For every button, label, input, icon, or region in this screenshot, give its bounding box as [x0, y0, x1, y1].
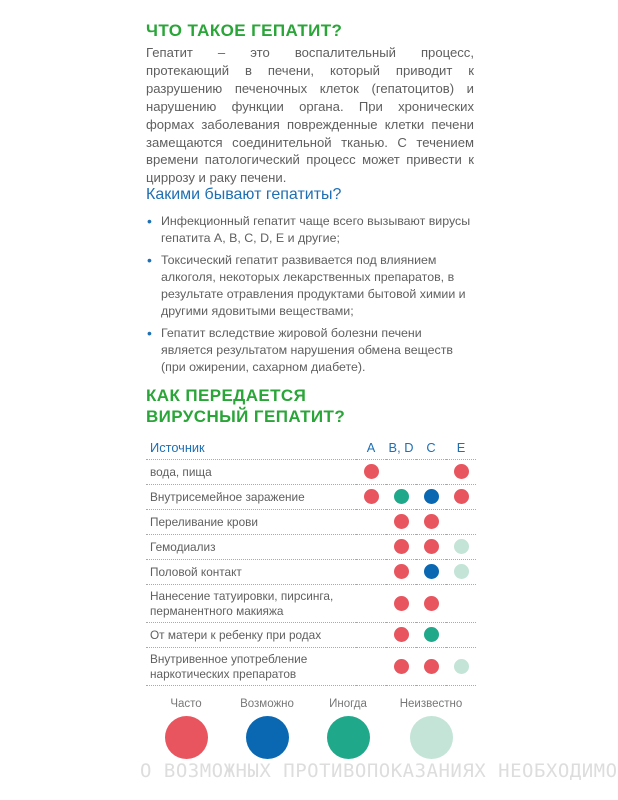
column-header-source: Источник	[146, 435, 356, 460]
legend-item-sometimes	[303, 698, 393, 759]
column-header-bd: B, D	[386, 435, 416, 460]
frequency-dot-often	[424, 596, 439, 611]
frequency-dot-often	[394, 564, 409, 579]
frequency-dot-often	[424, 539, 439, 554]
legend-label: Часто	[170, 698, 202, 710]
types-list	[146, 213, 476, 381]
frequency-cell	[356, 535, 386, 560]
frequency-cell	[416, 510, 446, 535]
table-row	[146, 560, 476, 585]
frequency-cell	[416, 648, 446, 686]
legend-swatch-often	[165, 716, 208, 759]
frequency-cell	[416, 460, 446, 485]
section-title-transmission-line1: КАК ПЕРЕДАЕТСЯ	[146, 386, 307, 405]
frequency-cell	[356, 648, 386, 686]
list-item	[146, 252, 476, 320]
section-title-what-is-hepatitis: ЧТО ТАКОЕ ГЕПАТИТ?	[146, 21, 343, 40]
frequency-dot-often	[394, 596, 409, 611]
frequency-cell	[446, 648, 476, 686]
frequency-cell	[446, 560, 476, 585]
list-item-text: Инфекционный гепатит чаще всего вызывают вирусы гепатита A, B, C, D, E и другие;	[161, 214, 471, 245]
source-cell: Внутривенное употребление наркотических препаратов	[146, 648, 356, 686]
frequency-dot-often	[364, 464, 379, 479]
frequency-cell	[356, 560, 386, 585]
legend-item-possible	[222, 698, 312, 759]
frequency-dot-possible	[424, 489, 439, 504]
frequency-cell	[356, 585, 386, 623]
section-title-transmission-line2: ВИРУСНЫЙ ГЕПАТИТ?	[146, 407, 346, 426]
frequency-cell	[386, 623, 416, 648]
legend-swatch-unknown	[410, 716, 453, 759]
table-row	[146, 585, 476, 623]
list-item-text: Гепатит вследствие жировой болезни печени является результатом нарушения обмена веществ (при ожирении, сахарном диабете).	[161, 326, 454, 374]
frequency-cell	[446, 585, 476, 623]
column-header-a: A	[356, 435, 386, 460]
frequency-cell	[386, 460, 416, 485]
table-row	[146, 460, 476, 485]
frequency-dot-often	[454, 464, 469, 479]
source-cell: Переливание крови	[146, 510, 356, 535]
table-row	[146, 648, 476, 686]
frequency-dot-often	[454, 489, 469, 504]
frequency-dot-often	[394, 659, 409, 674]
frequency-cell	[446, 460, 476, 485]
types-subtitle: Какими бывают гепатиты?	[146, 186, 342, 203]
frequency-cell	[446, 535, 476, 560]
frequency-cell	[416, 535, 446, 560]
column-header-c: C	[416, 435, 446, 460]
source-cell: Половой контакт	[146, 560, 356, 585]
legend-swatch-sometimes	[327, 716, 370, 759]
frequency-dot-unknown	[454, 539, 469, 554]
frequency-dot-sometimes	[424, 627, 439, 642]
frequency-dot-often	[424, 659, 439, 674]
frequency-cell	[356, 510, 386, 535]
frequency-dot-often	[394, 539, 409, 554]
legend-swatch-possible	[246, 716, 289, 759]
frequency-cell	[386, 648, 416, 686]
legend-label: Возможно	[240, 698, 294, 710]
list-item-text: Токсический гепатит развивается под влиянием алкоголя, некоторых лекарственных препаратов, в результате отравления продуктами бытовой химии и другими ядовитыми веществами;	[161, 253, 466, 318]
frequency-cell	[386, 485, 416, 510]
legend-label: Неизвестно	[399, 698, 463, 710]
frequency-dot-often	[364, 489, 379, 504]
frequency-dot-often	[394, 627, 409, 642]
table-header-row	[146, 435, 476, 460]
legend-item-unknown	[386, 698, 476, 759]
transmission-table	[146, 435, 476, 686]
table-row	[146, 535, 476, 560]
frequency-dot-possible	[424, 564, 439, 579]
list-item	[146, 213, 476, 247]
frequency-cell	[416, 485, 446, 510]
frequency-cell	[356, 623, 386, 648]
frequency-cell	[356, 460, 386, 485]
frequency-dot-often	[394, 514, 409, 529]
frequency-dot-unknown	[454, 564, 469, 579]
frequency-cell	[356, 485, 386, 510]
frequency-dot-unknown	[454, 659, 469, 674]
intro-paragraph: Гепатит – это воспалительный процесс, протекающий в печени, который приводит к разрушению печеночных клеток (гепатоцитов) и нарушению функции органа. При хронических формах заболевания поврежденные клетки печени замещаются соединительной тканью. С течением времени патологический процесс может привести к циррозу и раку печени.	[146, 45, 474, 186]
legend-label: Иногда	[329, 698, 367, 710]
source-cell: вода, пища	[146, 460, 356, 485]
column-header-e: E	[446, 435, 476, 460]
frequency-dot-often	[424, 514, 439, 529]
frequency-cell	[446, 623, 476, 648]
bullet-icon: •	[147, 213, 152, 229]
frequency-cell	[386, 585, 416, 623]
legend-item-often	[141, 698, 231, 759]
source-cell: От матери к ребенку при родах	[146, 623, 356, 648]
table-row	[146, 485, 476, 510]
source-cell: Гемодиализ	[146, 535, 356, 560]
table-row	[146, 623, 476, 648]
table-row	[146, 510, 476, 535]
source-cell: Нанесение татуировки, пирсинга, перманентного макияжа	[146, 585, 356, 623]
list-item	[146, 325, 476, 376]
legend	[146, 698, 476, 758]
source-cell: Внутрисемейное заражение	[146, 485, 356, 510]
footer-watermark-text: О ВОЗМОЖНЫХ ПРОТИВОПОКАЗАНИЯХ НЕОБХОДИМО	[140, 760, 618, 782]
frequency-cell	[416, 585, 446, 623]
frequency-cell	[386, 510, 416, 535]
frequency-cell	[416, 560, 446, 585]
frequency-cell	[446, 485, 476, 510]
frequency-cell	[386, 560, 416, 585]
frequency-cell	[386, 535, 416, 560]
frequency-dot-sometimes	[394, 489, 409, 504]
frequency-cell	[416, 623, 446, 648]
bullet-icon: •	[147, 252, 152, 268]
frequency-cell	[446, 510, 476, 535]
bullet-icon: •	[147, 325, 152, 341]
